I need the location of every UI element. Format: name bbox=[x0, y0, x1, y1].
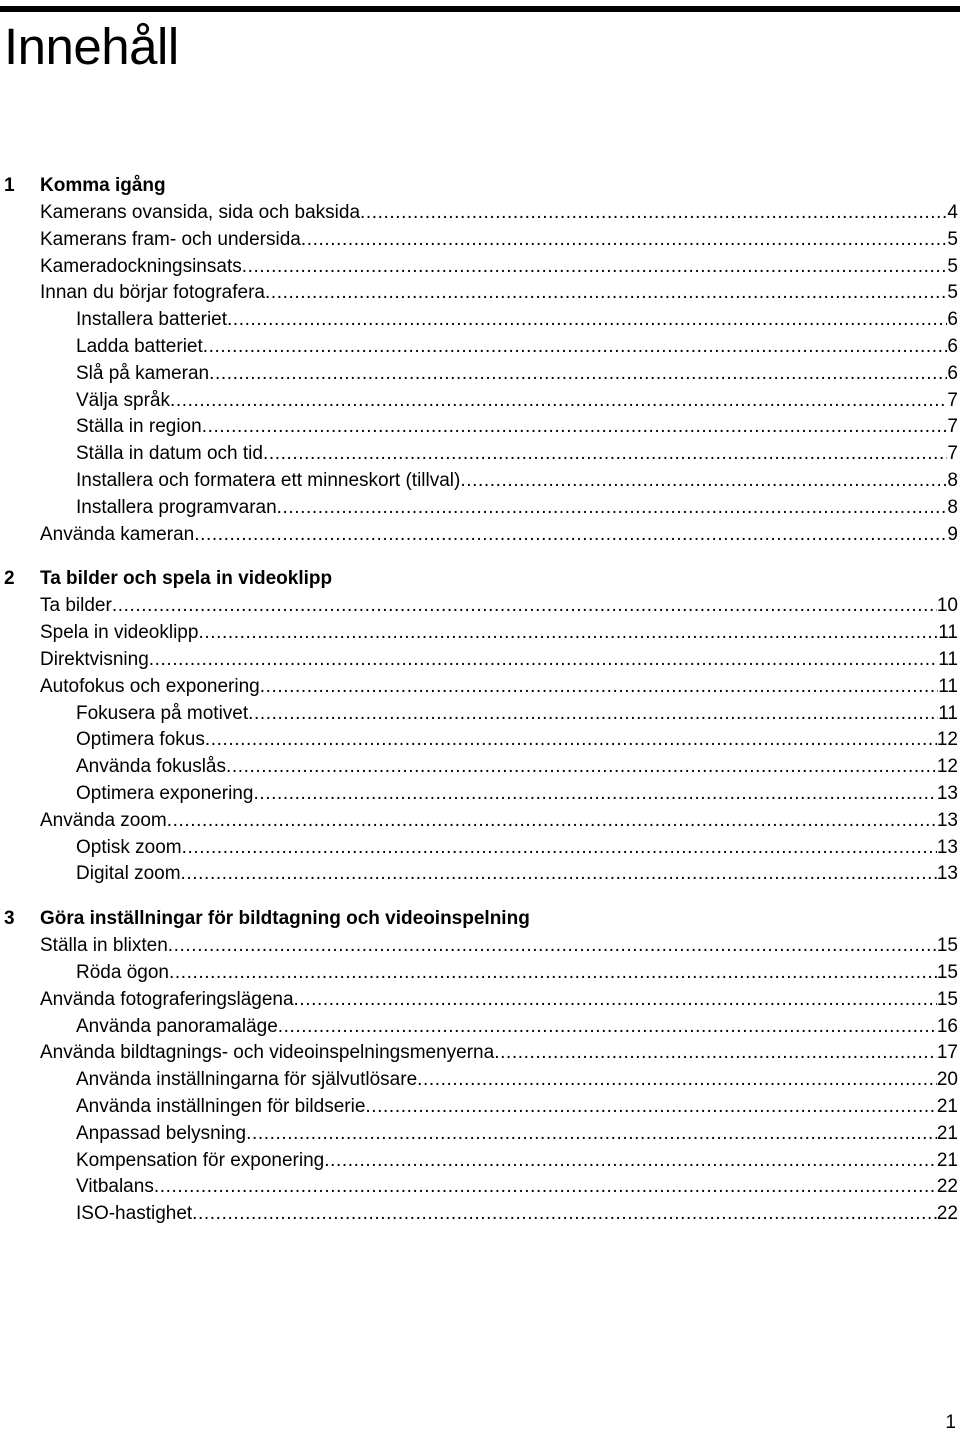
dot-leader bbox=[167, 808, 937, 835]
toc-entry-page: 21 bbox=[936, 1149, 958, 1171]
dot-leader bbox=[112, 593, 937, 620]
chapter-number: 3 bbox=[4, 908, 15, 930]
dot-leader bbox=[265, 280, 947, 307]
toc-entry[interactable] bbox=[0, 280, 958, 307]
toc-entry-page: 4 bbox=[947, 202, 958, 223]
toc-entry[interactable] bbox=[0, 987, 958, 1014]
toc-entry-title: Optimera fokus bbox=[76, 729, 205, 751]
dot-leader bbox=[182, 835, 937, 862]
toc-entry-title: Spela in videoklipp bbox=[40, 622, 199, 644]
dot-leader bbox=[170, 388, 947, 415]
toc-entry[interactable] bbox=[0, 781, 958, 808]
toc-chapter-1 bbox=[0, 171, 960, 548]
dot-leader bbox=[242, 254, 948, 281]
toc-entry-page: 7 bbox=[947, 443, 958, 465]
toc-entry-title: Direktvisning bbox=[40, 648, 149, 670]
dot-leader bbox=[460, 468, 947, 495]
dot-leader bbox=[227, 307, 947, 334]
toc-entry-title: Välja språk bbox=[76, 389, 170, 411]
page-number: 1 bbox=[945, 1412, 956, 1433]
toc-entry[interactable] bbox=[0, 361, 958, 388]
toc-entry-title: Använda bildtagnings- och videoinspelningsmenyerna bbox=[40, 1042, 495, 1064]
toc-entry[interactable] bbox=[0, 701, 958, 728]
toc-entry[interactable] bbox=[0, 808, 958, 835]
toc-entry[interactable] bbox=[0, 674, 958, 701]
toc-entry-page: 6 bbox=[947, 335, 958, 357]
toc-entry-page: 16 bbox=[936, 1015, 958, 1037]
dot-leader bbox=[263, 441, 947, 468]
toc-entry-title: Ladda batteriet bbox=[76, 335, 203, 357]
toc-entry-title: Ställa in region bbox=[76, 416, 202, 438]
page-title: Innehåll bbox=[4, 18, 179, 75]
toc-entry-page: 21 bbox=[936, 1122, 958, 1144]
toc-entry-page: 7 bbox=[947, 416, 958, 438]
top-rule bbox=[0, 6, 960, 12]
toc-entry-title: Kompensation för exponering bbox=[76, 1149, 325, 1171]
toc-entry[interactable] bbox=[0, 468, 958, 495]
toc-entry[interactable] bbox=[0, 835, 958, 862]
dot-leader bbox=[365, 1094, 936, 1121]
toc-entry-page: 13 bbox=[936, 782, 958, 804]
dot-leader bbox=[169, 960, 937, 987]
toc-entry-page: 21 bbox=[936, 1095, 958, 1117]
toc-entry-page: 6 bbox=[947, 309, 958, 331]
toc-entry-title: ISO-hastighet bbox=[76, 1203, 193, 1225]
dot-leader bbox=[168, 933, 937, 960]
toc-entry[interactable] bbox=[0, 495, 958, 522]
toc-entry[interactable] bbox=[0, 1201, 958, 1228]
toc-entry-page: 11 bbox=[938, 675, 958, 697]
dot-leader bbox=[324, 1148, 937, 1175]
toc-entry-title: Kameradockningsinsats bbox=[40, 255, 242, 277]
dot-leader bbox=[203, 334, 948, 361]
toc-entry[interactable] bbox=[0, 593, 958, 620]
toc-entry-title: Ställa in blixten bbox=[40, 935, 168, 957]
toc-entry[interactable] bbox=[0, 1121, 958, 1148]
toc-entry-page: 22 bbox=[936, 1176, 958, 1198]
toc-entry-title: Kamerans ovansida, sida och baksida bbox=[40, 202, 361, 223]
chapter-heading[interactable] bbox=[0, 171, 960, 200]
toc-entry-page: 17 bbox=[936, 1042, 958, 1064]
dot-leader bbox=[192, 1201, 937, 1228]
toc-entry-title: Anpassad belysning bbox=[76, 1122, 247, 1144]
toc-entry-page: 13 bbox=[936, 809, 958, 831]
toc-entry-page: 13 bbox=[936, 863, 958, 885]
toc-entry-title: Använda panoramaläge bbox=[76, 1015, 278, 1037]
dot-leader bbox=[205, 727, 937, 754]
toc-entry[interactable] bbox=[0, 334, 958, 361]
toc-entry[interactable] bbox=[0, 522, 958, 549]
toc-entry[interactable] bbox=[0, 960, 958, 987]
toc-entry-page: 6 bbox=[947, 362, 958, 384]
chapter-title: Ta bilder och spela in videoklipp bbox=[40, 568, 333, 590]
toc-entry-title: Autofokus och exponering bbox=[40, 675, 260, 697]
toc-chapter-3 bbox=[0, 904, 960, 1228]
dot-leader bbox=[149, 647, 939, 674]
toc-entry-page: 8 bbox=[947, 496, 958, 518]
chapter-number: 2 bbox=[4, 568, 15, 590]
toc-entry-page: 12 bbox=[936, 729, 958, 751]
toc-entry-page: 15 bbox=[936, 935, 958, 957]
dot-leader bbox=[301, 227, 948, 254]
dot-leader bbox=[248, 701, 938, 728]
dot-leader bbox=[209, 361, 947, 388]
chapter-title: Komma igång bbox=[40, 175, 166, 196]
toc-entry-title: Ta bilder bbox=[40, 595, 112, 617]
toc-entry[interactable] bbox=[0, 727, 958, 754]
toc-entry-title: Slå på kameran bbox=[76, 362, 210, 384]
toc-entry-title: Digital zoom bbox=[76, 863, 181, 885]
toc-entry-page: 9 bbox=[947, 523, 958, 545]
dot-leader bbox=[417, 1067, 937, 1094]
toc-entry-page: 12 bbox=[936, 756, 958, 778]
toc-entry[interactable] bbox=[0, 933, 958, 960]
chapter-heading[interactable] bbox=[0, 904, 960, 933]
toc-entry-page: 11 bbox=[938, 622, 958, 644]
toc-entry-page: 15 bbox=[936, 988, 958, 1010]
toc-entry-title: Använda kameran bbox=[40, 523, 195, 545]
dot-leader bbox=[360, 200, 947, 227]
toc-entry-page: 5 bbox=[947, 255, 958, 277]
dot-leader bbox=[494, 1040, 937, 1067]
toc-entry-title: Ställa in datum och tid bbox=[76, 443, 263, 465]
toc-entry-title: Optisk zoom bbox=[76, 836, 182, 858]
chapter-heading[interactable] bbox=[0, 564, 960, 593]
toc-entry[interactable] bbox=[0, 647, 958, 674]
toc-entry[interactable] bbox=[0, 1067, 958, 1094]
toc-entry[interactable] bbox=[0, 620, 958, 647]
dot-leader bbox=[198, 620, 938, 647]
toc-entry-page: 13 bbox=[936, 836, 958, 858]
toc-entry[interactable] bbox=[0, 254, 958, 281]
toc-entry-page: 5 bbox=[947, 282, 958, 304]
dot-leader bbox=[202, 414, 948, 441]
toc-entry-title: Installera och formatera ett minneskort (tillval) bbox=[76, 469, 461, 491]
toc-entry-title: Använda zoom bbox=[40, 809, 167, 831]
dot-leader bbox=[246, 1121, 937, 1148]
table-of-contents bbox=[0, 171, 960, 1228]
toc-entry-page: 11 bbox=[938, 648, 958, 670]
toc-entry-page: 7 bbox=[947, 389, 958, 411]
toc-entry-page: 8 bbox=[947, 469, 958, 491]
dot-leader bbox=[253, 781, 936, 808]
toc-entry-page: 5 bbox=[947, 228, 958, 250]
toc-entry[interactable] bbox=[0, 1040, 958, 1067]
dot-leader bbox=[278, 1014, 937, 1041]
toc-entry-page: 15 bbox=[936, 961, 958, 983]
toc-entry-title: Använda inställningen för bildserie bbox=[76, 1095, 366, 1117]
toc-entry-title: Använda inställningarna för självutlösare bbox=[76, 1069, 418, 1091]
toc-entry[interactable] bbox=[0, 754, 958, 781]
toc-entry-page: 11 bbox=[938, 702, 958, 724]
toc-entry[interactable] bbox=[0, 1014, 958, 1041]
toc-entry-title: Använda fokuslås bbox=[76, 756, 226, 778]
toc-entry-page: 10 bbox=[936, 595, 958, 617]
dot-leader bbox=[277, 495, 948, 522]
toc-entry-title: Innan du börjar fotografera bbox=[40, 282, 265, 304]
toc-entry-title: Optimera exponering bbox=[76, 782, 254, 804]
toc-entry[interactable] bbox=[0, 227, 958, 254]
toc-entry-title: Installera batteriet bbox=[76, 309, 228, 331]
toc-entry-title: Kamerans fram- och undersida bbox=[40, 228, 301, 250]
dot-leader bbox=[260, 674, 939, 701]
toc-entry-page: 22 bbox=[936, 1203, 958, 1225]
toc-entry-title: Röda ögon bbox=[76, 961, 169, 983]
dot-leader bbox=[194, 522, 947, 549]
chapter-number: 1 bbox=[4, 175, 15, 196]
toc-entry[interactable] bbox=[0, 441, 958, 468]
dot-leader bbox=[154, 1174, 937, 1201]
toc-entry[interactable] bbox=[0, 414, 958, 441]
toc-entry-title: Fokusera på motivet bbox=[76, 702, 249, 724]
toc-entry-title: Installera programvaran bbox=[76, 496, 277, 518]
dot-leader bbox=[181, 861, 937, 888]
toc-entry[interactable] bbox=[0, 1174, 958, 1201]
dot-leader bbox=[226, 754, 937, 781]
toc-entry[interactable] bbox=[0, 861, 958, 888]
toc-entry-title: Vitbalans bbox=[76, 1176, 154, 1198]
toc-entry[interactable] bbox=[0, 388, 958, 415]
chapter-title: Göra inställningar för bildtagning och videoinspelning bbox=[40, 908, 530, 930]
toc-chapter-2 bbox=[0, 564, 960, 888]
toc-entry[interactable] bbox=[0, 307, 958, 334]
toc-entry-page: 20 bbox=[936, 1069, 958, 1091]
toc-entry[interactable] bbox=[0, 1148, 958, 1175]
toc-entry[interactable] bbox=[0, 200, 958, 227]
toc-entry[interactable] bbox=[0, 1094, 958, 1121]
dot-leader bbox=[294, 987, 937, 1014]
toc-entry-title: Använda fotograferingslägena bbox=[40, 988, 294, 1010]
